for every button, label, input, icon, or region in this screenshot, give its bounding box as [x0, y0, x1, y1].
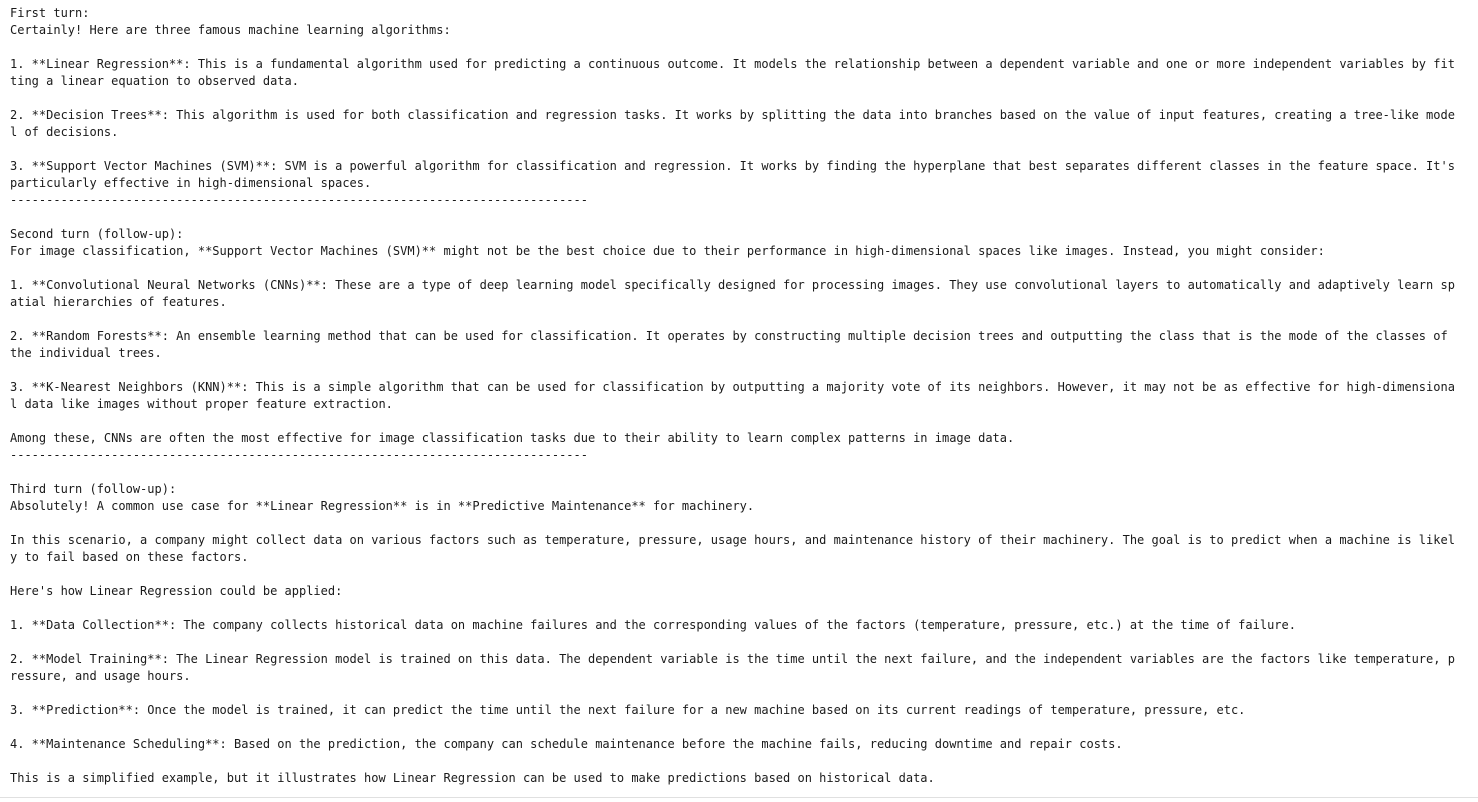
output-line — [10, 566, 1462, 583]
output-line: -------------------------------------------------------------------------------- — [10, 193, 588, 207]
output-line: In this scenario, a company might collect data on various factors such as temperature, pressure, usage hours, and maintenance history of their machinery. The goal is to predict when a machine is likely to fail based on these factors. — [10, 533, 1455, 564]
output-line — [10, 260, 1462, 277]
output-line: Third turn (follow-up): — [10, 482, 177, 496]
output-line: 1. **Data Collection**: The company collects historical data on machine failures and the corresponding values of the factors (temperature, pressure, etc.) at the time of failure. — [10, 618, 1296, 632]
output-line — [10, 685, 1462, 702]
output-line: 2. **Decision Trees**: This algorithm is used for both classification and regression tasks. It works by splitting the data into branches based on the value of input features, creating a tree-like model of decisions. — [10, 108, 1455, 139]
output-line — [10, 90, 1462, 107]
output-line: 1. **Linear Regression**: This is a fundamental algorithm used for predicting a continuous outcome. It models the relationship between a dependent variable and one or more independent variables by fitting a linear equation to observed data. — [10, 57, 1455, 88]
output-line — [10, 141, 1462, 158]
output-line: 3. **Prediction**: Once the model is trained, it can predict the time until the next failure for a new machine based on its current readings of temperature, pressure, etc. — [10, 703, 1246, 717]
output-line: 3. **K-Nearest Neighbors (KNN)**: This is a simple algorithm that can be used for classification by outputting a majority vote of its neighbors. However, it may not be as effective for high-dimensional data like images without proper feature extraction. — [10, 380, 1455, 411]
output-line — [10, 634, 1462, 651]
output-line — [10, 753, 1462, 770]
output-line: First turn: — [10, 6, 90, 20]
output-line — [10, 719, 1462, 736]
output-line: Certainly! Here are three famous machine learning algorithms: — [10, 23, 451, 37]
bottom-divider — [0, 797, 1478, 798]
output-text-area — [10, 5, 1462, 787]
output-line: 2. **Random Forests**: An ensemble learning method that can be used for classification. It operates by constructing multiple decision trees and outputting the class that is the mode of the classes of the individual trees. — [10, 329, 1455, 360]
output-line: This is a simplified example, but it illustrates how Linear Regression can be used to make predictions based on historical data. — [10, 771, 935, 785]
output-line — [10, 413, 1462, 430]
output-line: 4. **Maintenance Scheduling**: Based on the prediction, the company can schedule maintenance before the machine fails, reducing downtime and repair costs. — [10, 737, 1123, 751]
output-line: For image classification, **Support Vector Machines (SVM)** might not be the best choice due to their performance in high-dimensional spaces like images. Instead, you might consider: — [10, 244, 1325, 258]
output-line: Among these, CNNs are often the most effective for image classification tasks due to their ability to learn complex patterns in image data. — [10, 431, 1015, 445]
output-line: Absolutely! A common use case for **Linear Regression** is in **Predictive Maintenance** for machinery. — [10, 499, 755, 513]
output-line — [10, 39, 1462, 56]
output-line: 2. **Model Training**: The Linear Regression model is trained on this data. The dependent variable is the time until the next failure, and the independent variables are the factors like temperature, pressure, and usage hours. — [10, 652, 1455, 683]
output-line: Second turn (follow-up): — [10, 227, 184, 241]
output-line — [10, 600, 1462, 617]
output-line: -------------------------------------------------------------------------------- — [10, 448, 588, 462]
output-line — [10, 464, 1462, 481]
output-line — [10, 209, 1462, 226]
output-line: Here's how Linear Regression could be applied: — [10, 584, 343, 598]
output-line: 1. **Convolutional Neural Networks (CNNs)**: These are a type of deep learning model specifically designed for processing images. They use convolutional layers to automatically and adaptively learn spatial hierarchies of features. — [10, 278, 1455, 309]
output-line — [10, 515, 1462, 532]
output-line: 3. **Support Vector Machines (SVM)**: SVM is a powerful algorithm for classification and regression. It works by finding the hyperplane that best separates different classes in the feature space. It's particularly effective in high-dimensional spaces. — [10, 159, 1463, 190]
output-line — [10, 311, 1462, 328]
output-line — [10, 362, 1462, 379]
